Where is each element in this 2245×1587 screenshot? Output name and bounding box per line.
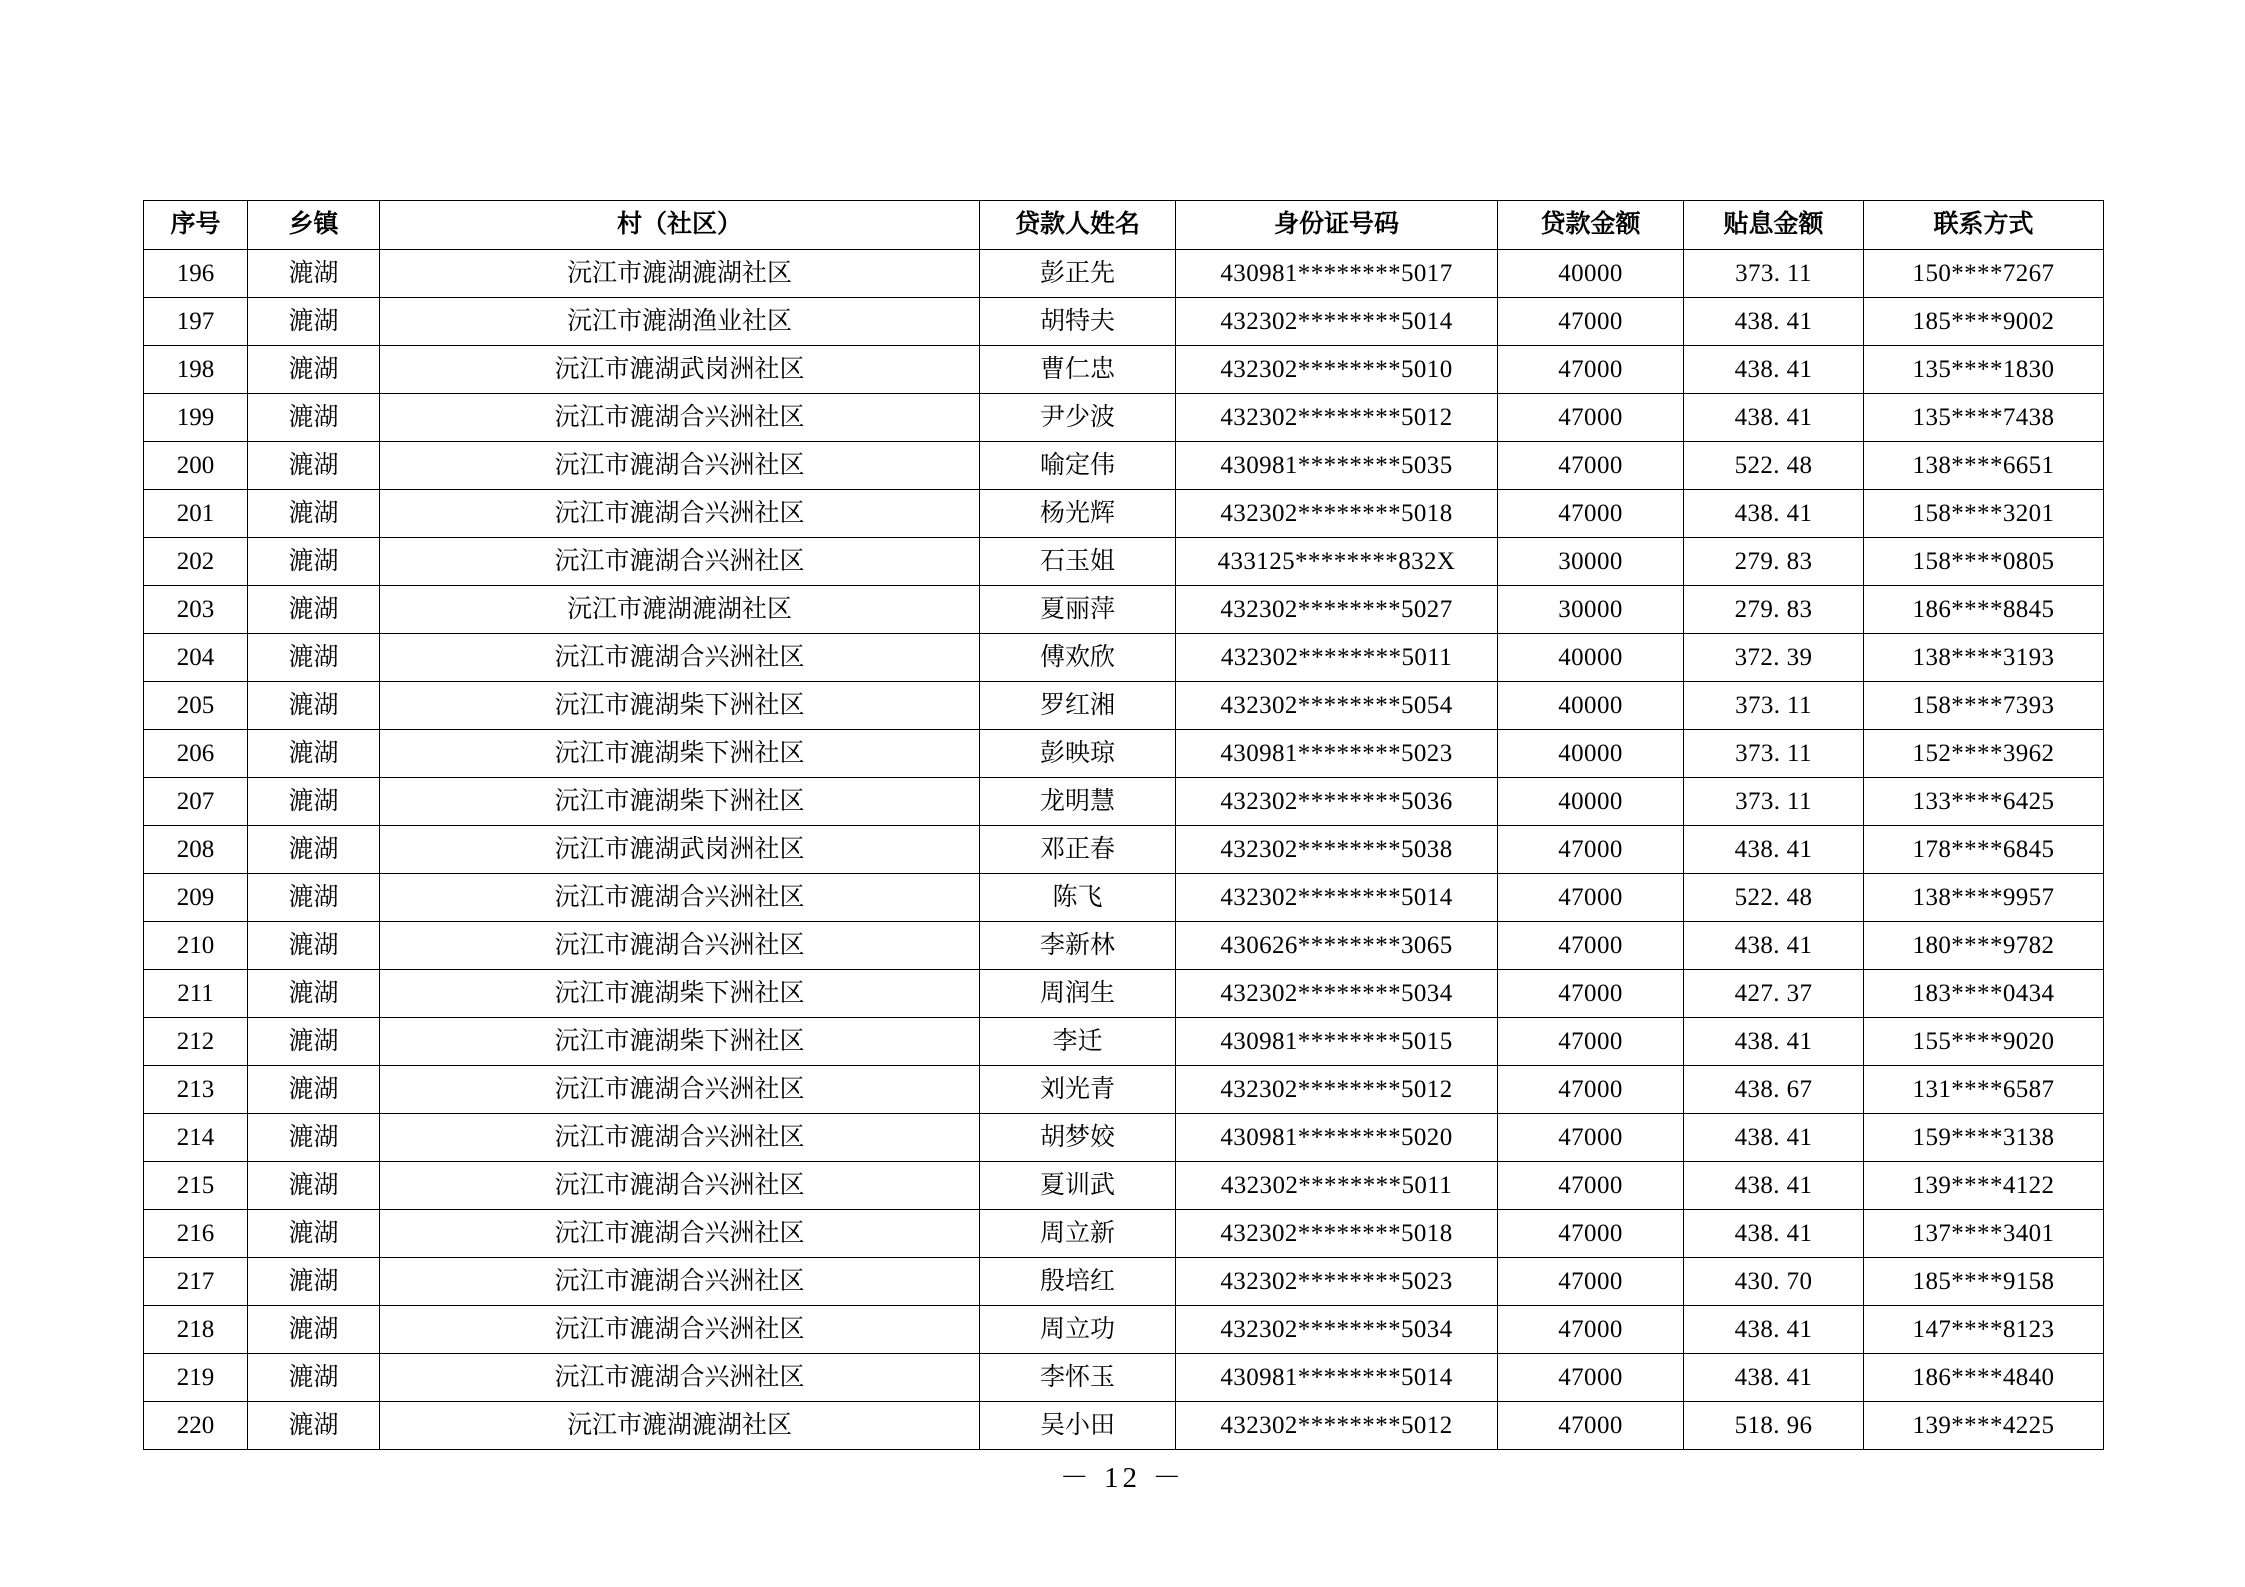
- cell-borrower-name: 彭正先: [980, 250, 1176, 298]
- column-header-id-number: 身份证号码: [1176, 201, 1498, 250]
- cell-contact: 158****3201: [1864, 490, 2104, 538]
- cell-seq: 218: [144, 1306, 248, 1354]
- cell-seq: 210: [144, 922, 248, 970]
- table-row: [144, 442, 2104, 490]
- cell-borrower-name: 李怀玉: [980, 1354, 1176, 1402]
- cell-contact: 147****8123: [1864, 1306, 2104, 1354]
- cell-borrower-name: 周润生: [980, 970, 1176, 1018]
- cell-loan-amount: 40000: [1498, 730, 1684, 778]
- cell-subsidy-amount: 438. 41: [1684, 826, 1864, 874]
- cell-subsidy-amount: 438. 41: [1684, 394, 1864, 442]
- cell-town: 漉湖: [248, 346, 380, 394]
- table-row: [144, 1354, 2104, 1402]
- cell-town: 漉湖: [248, 490, 380, 538]
- cell-contact: 135****7438: [1864, 394, 2104, 442]
- cell-contact: 138****6651: [1864, 442, 2104, 490]
- cell-subsidy-amount: 427. 37: [1684, 970, 1864, 1018]
- cell-contact: 139****4225: [1864, 1402, 2104, 1450]
- cell-village: 沅江市漉湖合兴洲社区: [380, 1258, 980, 1306]
- cell-borrower-name: 周立功: [980, 1306, 1176, 1354]
- cell-town: 漉湖: [248, 1210, 380, 1258]
- cell-seq: 214: [144, 1114, 248, 1162]
- cell-seq: 217: [144, 1258, 248, 1306]
- table-header-row: [144, 201, 2104, 250]
- cell-contact: 133****6425: [1864, 778, 2104, 826]
- cell-seq: 213: [144, 1066, 248, 1114]
- cell-id-number: 432302********5054: [1176, 682, 1498, 730]
- cell-town: 漉湖: [248, 922, 380, 970]
- table-row: [144, 634, 2104, 682]
- cell-loan-amount: 47000: [1498, 490, 1684, 538]
- cell-contact: 155****9020: [1864, 1018, 2104, 1066]
- cell-subsidy-amount: 438. 41: [1684, 346, 1864, 394]
- cell-subsidy-amount: 438. 41: [1684, 1306, 1864, 1354]
- table-row: [144, 1162, 2104, 1210]
- cell-borrower-name: 刘光青: [980, 1066, 1176, 1114]
- cell-village: 沅江市漉湖合兴洲社区: [380, 1210, 980, 1258]
- table-row: [144, 586, 2104, 634]
- cell-village: 沅江市漉湖合兴洲社区: [380, 1162, 980, 1210]
- cell-contact: 159****3138: [1864, 1114, 2104, 1162]
- column-header-town: 乡镇: [248, 201, 380, 250]
- cell-id-number: 430981********5035: [1176, 442, 1498, 490]
- cell-borrower-name: 李迁: [980, 1018, 1176, 1066]
- cell-loan-amount: 47000: [1498, 1018, 1684, 1066]
- cell-id-number: 432302********5023: [1176, 1258, 1498, 1306]
- cell-seq: 215: [144, 1162, 248, 1210]
- cell-town: 漉湖: [248, 778, 380, 826]
- cell-seq: 196: [144, 250, 248, 298]
- cell-town: 漉湖: [248, 874, 380, 922]
- cell-contact: 138****9957: [1864, 874, 2104, 922]
- cell-contact: 186****4840: [1864, 1354, 2104, 1402]
- cell-village: 沅江市漉湖合兴洲社区: [380, 922, 980, 970]
- cell-village: 沅江市漉湖武岗洲社区: [380, 826, 980, 874]
- cell-seq: 220: [144, 1402, 248, 1450]
- table-body: [144, 250, 2104, 1450]
- cell-contact: 185****9158: [1864, 1258, 2104, 1306]
- cell-id-number: 432302********5012: [1176, 394, 1498, 442]
- cell-loan-amount: 47000: [1498, 1306, 1684, 1354]
- cell-contact: 185****9002: [1864, 298, 2104, 346]
- cell-town: 漉湖: [248, 1162, 380, 1210]
- cell-village: 沅江市漉湖合兴洲社区: [380, 874, 980, 922]
- cell-id-number: 432302********5036: [1176, 778, 1498, 826]
- cell-borrower-name: 尹少波: [980, 394, 1176, 442]
- cell-town: 漉湖: [248, 1114, 380, 1162]
- cell-seq: 197: [144, 298, 248, 346]
- cell-subsidy-amount: 438. 41: [1684, 1162, 1864, 1210]
- cell-seq: 212: [144, 1018, 248, 1066]
- cell-loan-amount: 47000: [1498, 874, 1684, 922]
- cell-loan-amount: 40000: [1498, 634, 1684, 682]
- cell-village: 沅江市漉湖合兴洲社区: [380, 1066, 980, 1114]
- cell-id-number: 432302********5018: [1176, 1210, 1498, 1258]
- cell-village: 沅江市漉湖合兴洲社区: [380, 1306, 980, 1354]
- cell-id-number: 432302********5010: [1176, 346, 1498, 394]
- cell-contact: 183****0434: [1864, 970, 2104, 1018]
- cell-borrower-name: 杨光辉: [980, 490, 1176, 538]
- cell-village: 沅江市漉湖合兴洲社区: [380, 490, 980, 538]
- cell-id-number: 432302********5034: [1176, 970, 1498, 1018]
- cell-loan-amount: 47000: [1498, 346, 1684, 394]
- cell-village: 沅江市漉湖合兴洲社区: [380, 442, 980, 490]
- cell-borrower-name: 龙明慧: [980, 778, 1176, 826]
- cell-borrower-name: 陈飞: [980, 874, 1176, 922]
- cell-borrower-name: 石玉姐: [980, 538, 1176, 586]
- cell-borrower-name: 夏训武: [980, 1162, 1176, 1210]
- cell-borrower-name: 李新林: [980, 922, 1176, 970]
- cell-id-number: 432302********5038: [1176, 826, 1498, 874]
- cell-town: 漉湖: [248, 1402, 380, 1450]
- column-header-contact: 联系方式: [1864, 201, 2104, 250]
- cell-contact: 135****1830: [1864, 346, 2104, 394]
- cell-village: 沅江市漉湖合兴洲社区: [380, 394, 980, 442]
- cell-village: 沅江市漉湖漉湖社区: [380, 1402, 980, 1450]
- cell-contact: 138****3193: [1864, 634, 2104, 682]
- cell-seq: 209: [144, 874, 248, 922]
- cell-loan-amount: 30000: [1498, 586, 1684, 634]
- cell-loan-amount: 47000: [1498, 394, 1684, 442]
- cell-borrower-name: 吴小田: [980, 1402, 1176, 1450]
- cell-village: 沅江市漉湖漉湖社区: [380, 586, 980, 634]
- cell-id-number: 430981********5020: [1176, 1114, 1498, 1162]
- cell-borrower-name: 夏丽萍: [980, 586, 1176, 634]
- cell-seq: 199: [144, 394, 248, 442]
- cell-id-number: 430626********3065: [1176, 922, 1498, 970]
- table-row: [144, 1210, 2104, 1258]
- cell-town: 漉湖: [248, 586, 380, 634]
- cell-borrower-name: 曹仁忠: [980, 346, 1176, 394]
- cell-town: 漉湖: [248, 1306, 380, 1354]
- cell-subsidy-amount: 438. 41: [1684, 298, 1864, 346]
- cell-loan-amount: 47000: [1498, 1354, 1684, 1402]
- cell-village: 沅江市漉湖漉湖社区: [380, 250, 980, 298]
- cell-borrower-name: 罗红湘: [980, 682, 1176, 730]
- cell-loan-amount: 47000: [1498, 970, 1684, 1018]
- loan-subsidy-table-container: [143, 200, 2103, 1450]
- cell-town: 漉湖: [248, 1066, 380, 1114]
- cell-id-number: 432302********5034: [1176, 1306, 1498, 1354]
- cell-borrower-name: 周立新: [980, 1210, 1176, 1258]
- table-row: [144, 346, 2104, 394]
- column-header-loan-amount: 贷款金额: [1498, 201, 1684, 250]
- cell-subsidy-amount: 279. 83: [1684, 538, 1864, 586]
- cell-village: 沅江市漉湖柴下洲社区: [380, 730, 980, 778]
- cell-contact: 158****7393: [1864, 682, 2104, 730]
- table-row: [144, 1066, 2104, 1114]
- cell-seq: 201: [144, 490, 248, 538]
- cell-subsidy-amount: 438. 41: [1684, 490, 1864, 538]
- cell-id-number: 432302********5014: [1176, 874, 1498, 922]
- cell-subsidy-amount: 438. 41: [1684, 1114, 1864, 1162]
- cell-town: 漉湖: [248, 1354, 380, 1402]
- table-row: [144, 778, 2104, 826]
- cell-loan-amount: 40000: [1498, 250, 1684, 298]
- cell-borrower-name: 邓正春: [980, 826, 1176, 874]
- cell-borrower-name: 胡梦姣: [980, 1114, 1176, 1162]
- cell-village: 沅江市漉湖柴下洲社区: [380, 970, 980, 1018]
- table-row: [144, 922, 2104, 970]
- cell-subsidy-amount: 438. 41: [1684, 1018, 1864, 1066]
- cell-loan-amount: 47000: [1498, 1162, 1684, 1210]
- cell-subsidy-amount: 430. 70: [1684, 1258, 1864, 1306]
- cell-contact: 180****9782: [1864, 922, 2104, 970]
- cell-loan-amount: 47000: [1498, 1258, 1684, 1306]
- cell-loan-amount: 47000: [1498, 922, 1684, 970]
- cell-seq: 205: [144, 682, 248, 730]
- cell-subsidy-amount: 438. 41: [1684, 1210, 1864, 1258]
- cell-seq: 219: [144, 1354, 248, 1402]
- column-header-village: 村（社区）: [380, 201, 980, 250]
- cell-loan-amount: 47000: [1498, 1210, 1684, 1258]
- cell-contact: 152****3962: [1864, 730, 2104, 778]
- cell-seq: 203: [144, 586, 248, 634]
- cell-contact: 131****6587: [1864, 1066, 2104, 1114]
- cell-subsidy-amount: 373. 11: [1684, 250, 1864, 298]
- cell-id-number: 432302********5011: [1176, 1162, 1498, 1210]
- cell-seq: 211: [144, 970, 248, 1018]
- cell-seq: 207: [144, 778, 248, 826]
- cell-village: 沅江市漉湖合兴洲社区: [380, 538, 980, 586]
- cell-town: 漉湖: [248, 970, 380, 1018]
- table-row: [144, 1114, 2104, 1162]
- table-row: [144, 298, 2104, 346]
- cell-seq: 200: [144, 442, 248, 490]
- cell-subsidy-amount: 373. 11: [1684, 778, 1864, 826]
- cell-borrower-name: 胡特夫: [980, 298, 1176, 346]
- table-row: [144, 394, 2104, 442]
- cell-id-number: 432302********5014: [1176, 298, 1498, 346]
- cell-village: 沅江市漉湖渔业社区: [380, 298, 980, 346]
- cell-loan-amount: 40000: [1498, 682, 1684, 730]
- cell-village: 沅江市漉湖合兴洲社区: [380, 634, 980, 682]
- cell-contact: 137****3401: [1864, 1210, 2104, 1258]
- cell-loan-amount: 30000: [1498, 538, 1684, 586]
- cell-subsidy-amount: 518. 96: [1684, 1402, 1864, 1450]
- table-row: [144, 1402, 2104, 1450]
- cell-seq: 202: [144, 538, 248, 586]
- cell-borrower-name: 喻定伟: [980, 442, 1176, 490]
- cell-id-number: 432302********5018: [1176, 490, 1498, 538]
- table-row: [144, 538, 2104, 586]
- cell-subsidy-amount: 373. 11: [1684, 682, 1864, 730]
- cell-id-number: 433125********832X: [1176, 538, 1498, 586]
- table-row: [144, 1306, 2104, 1354]
- cell-seq: 208: [144, 826, 248, 874]
- cell-town: 漉湖: [248, 1018, 380, 1066]
- cell-borrower-name: 殷培红: [980, 1258, 1176, 1306]
- table-row: [144, 826, 2104, 874]
- cell-contact: 186****8845: [1864, 586, 2104, 634]
- cell-town: 漉湖: [248, 1258, 380, 1306]
- cell-town: 漉湖: [248, 682, 380, 730]
- cell-id-number: 430981********5023: [1176, 730, 1498, 778]
- cell-id-number: 430981********5015: [1176, 1018, 1498, 1066]
- cell-village: 沅江市漉湖柴下洲社区: [380, 1018, 980, 1066]
- cell-town: 漉湖: [248, 250, 380, 298]
- cell-contact: 178****6845: [1864, 826, 2104, 874]
- cell-seq: 206: [144, 730, 248, 778]
- cell-seq: 216: [144, 1210, 248, 1258]
- cell-borrower-name: 彭映琼: [980, 730, 1176, 778]
- cell-village: 沅江市漉湖柴下洲社区: [380, 682, 980, 730]
- cell-subsidy-amount: 438. 67: [1684, 1066, 1864, 1114]
- cell-id-number: 432302********5011: [1176, 634, 1498, 682]
- cell-town: 漉湖: [248, 538, 380, 586]
- cell-subsidy-amount: 279. 83: [1684, 586, 1864, 634]
- cell-town: 漉湖: [248, 730, 380, 778]
- loan-subsidy-table: [143, 200, 2104, 1450]
- table-row: [144, 874, 2104, 922]
- cell-village: 沅江市漉湖合兴洲社区: [380, 1354, 980, 1402]
- table-row: [144, 970, 2104, 1018]
- cell-village: 沅江市漉湖柴下洲社区: [380, 778, 980, 826]
- cell-contact: 158****0805: [1864, 538, 2104, 586]
- cell-seq: 204: [144, 634, 248, 682]
- cell-town: 漉湖: [248, 442, 380, 490]
- column-header-seq: 序号: [144, 201, 248, 250]
- table-row: [144, 250, 2104, 298]
- cell-loan-amount: 47000: [1498, 1402, 1684, 1450]
- table-row: [144, 682, 2104, 730]
- cell-subsidy-amount: 438. 41: [1684, 922, 1864, 970]
- cell-town: 漉湖: [248, 826, 380, 874]
- cell-loan-amount: 40000: [1498, 778, 1684, 826]
- cell-subsidy-amount: 438. 41: [1684, 1354, 1864, 1402]
- cell-borrower-name: 傅欢欣: [980, 634, 1176, 682]
- cell-loan-amount: 47000: [1498, 1114, 1684, 1162]
- cell-village: 沅江市漉湖合兴洲社区: [380, 1114, 980, 1162]
- cell-seq: 198: [144, 346, 248, 394]
- cell-subsidy-amount: 372. 39: [1684, 634, 1864, 682]
- table-header: [144, 201, 2104, 250]
- cell-id-number: 430981********5014: [1176, 1354, 1498, 1402]
- table-row: [144, 1258, 2104, 1306]
- cell-village: 沅江市漉湖武岗洲社区: [380, 346, 980, 394]
- cell-id-number: 432302********5027: [1176, 586, 1498, 634]
- table-row: [144, 1018, 2104, 1066]
- column-header-borrower-name: 贷款人姓名: [980, 201, 1176, 250]
- cell-subsidy-amount: 373. 11: [1684, 730, 1864, 778]
- cell-id-number: 432302********5012: [1176, 1066, 1498, 1114]
- cell-contact: 139****4122: [1864, 1162, 2104, 1210]
- table-row: [144, 730, 2104, 778]
- cell-town: 漉湖: [248, 634, 380, 682]
- cell-loan-amount: 47000: [1498, 826, 1684, 874]
- cell-subsidy-amount: 522. 48: [1684, 442, 1864, 490]
- cell-loan-amount: 47000: [1498, 298, 1684, 346]
- cell-contact: 150****7267: [1864, 250, 2104, 298]
- table-row: [144, 490, 2104, 538]
- cell-id-number: 432302********5012: [1176, 1402, 1498, 1450]
- cell-id-number: 430981********5017: [1176, 250, 1498, 298]
- column-header-subsidy-amount: 贴息金额: [1684, 201, 1864, 250]
- cell-town: 漉湖: [248, 394, 380, 442]
- cell-loan-amount: 47000: [1498, 1066, 1684, 1114]
- cell-town: 漉湖: [248, 298, 380, 346]
- cell-subsidy-amount: 522. 48: [1684, 874, 1864, 922]
- cell-loan-amount: 47000: [1498, 442, 1684, 490]
- page-number: － 12 －: [1059, 1462, 1186, 1494]
